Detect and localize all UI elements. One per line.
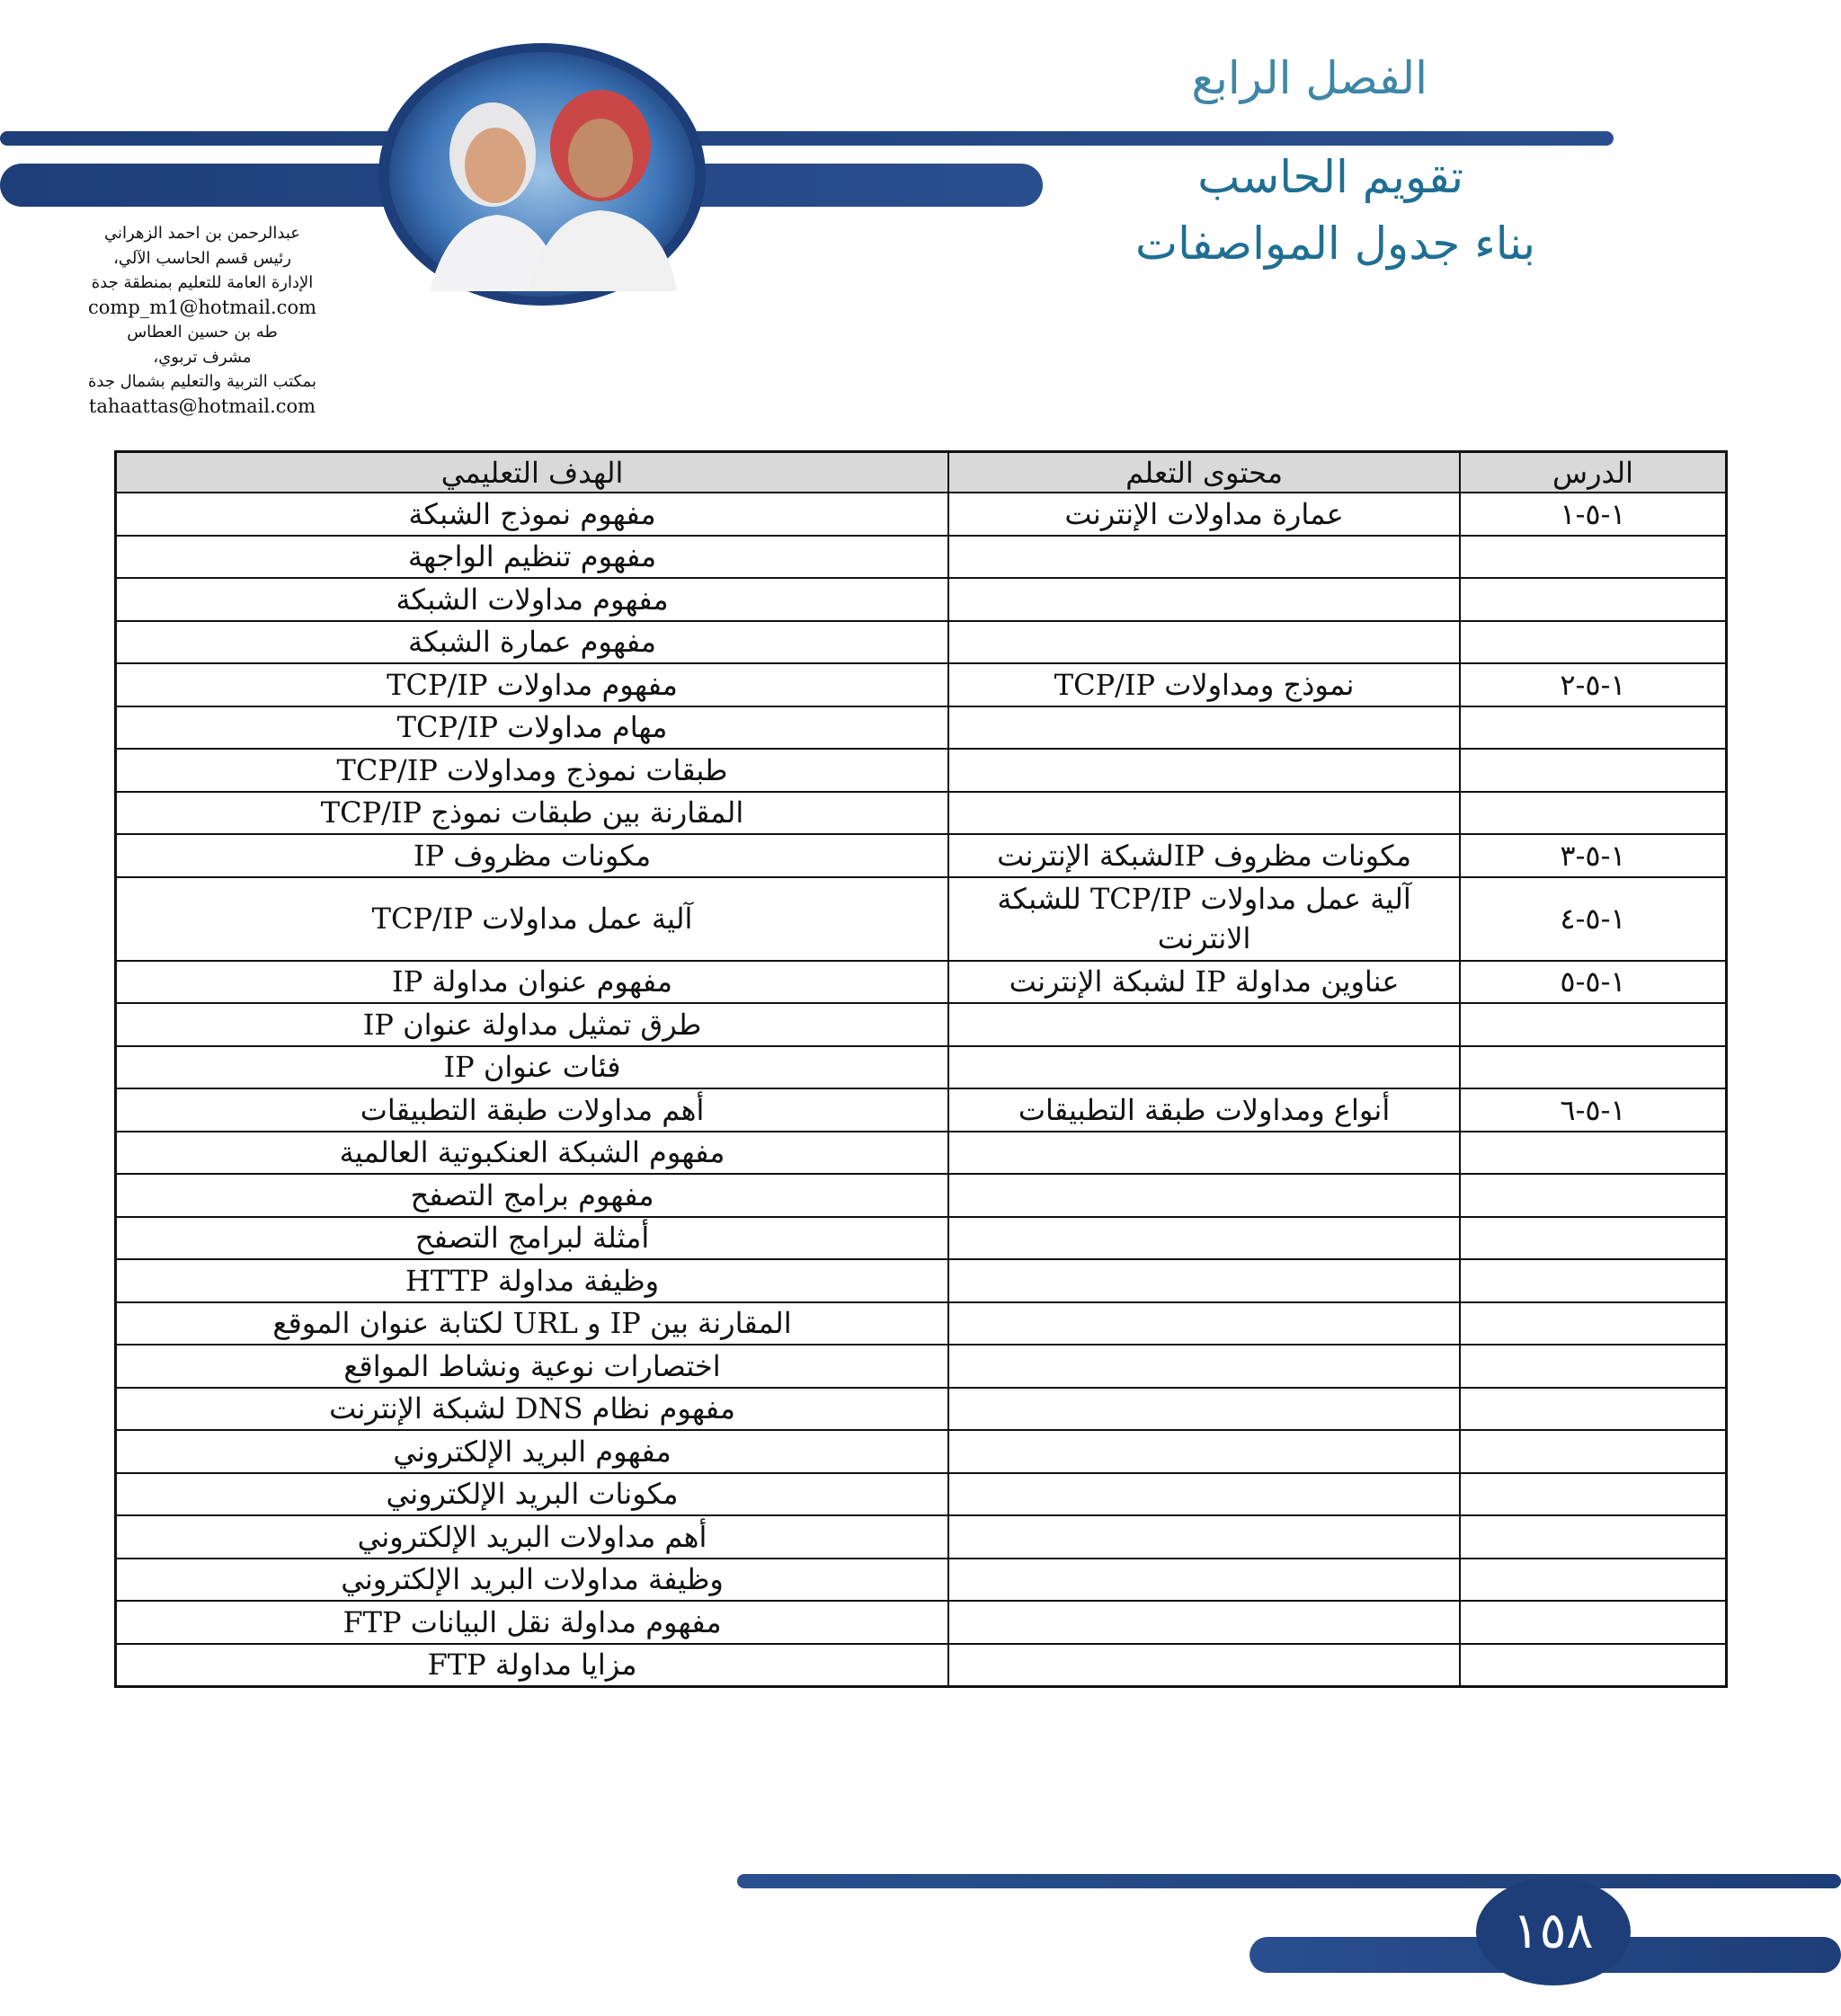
lesson-cell: ١-٥-٢	[1460, 663, 1726, 706]
goal-cell: أمثلة لبرامج التصفح	[116, 1217, 949, 1260]
table-row	[116, 1515, 1727, 1559]
author1-email: comp_m1@hotmail.com	[88, 296, 316, 318]
goal-cell: مفهوم برامج التصفح	[116, 1174, 949, 1217]
goal-cell: مفهوم الشبكة العنكبوتية العالمية	[116, 1132, 949, 1175]
table-row	[116, 1003, 1727, 1046]
lesson-cell	[1460, 621, 1726, 664]
table-row	[116, 834, 1727, 877]
goal-cell: طبقات نموذج ومداولات TCP/IP	[116, 749, 949, 792]
authors-block	[63, 221, 342, 419]
table-row	[116, 1046, 1727, 1089]
goal-cell: وظيفة مداولة HTTP	[116, 1259, 949, 1302]
author1-role: رئيس قسم الحاسب الآلي،	[113, 248, 291, 268]
table-row	[116, 877, 1727, 961]
goal-cell: مفهوم مداولات الشبكة	[116, 578, 949, 621]
content-cell	[948, 1388, 1460, 1431]
content-cell: عمارة مداولات الإنترنت	[948, 493, 1460, 536]
header-lesson: الدرس	[1460, 452, 1726, 493]
lesson-cell	[1460, 1003, 1726, 1046]
content-cell	[948, 1046, 1460, 1089]
content-cell	[948, 1559, 1460, 1602]
author2-email: tahaattas@hotmail.com	[88, 395, 316, 417]
content-cell	[948, 1430, 1460, 1473]
table-header-row	[116, 452, 1727, 493]
lesson-cell	[1460, 578, 1726, 621]
goal-cell: مهام مداولات TCP/IP	[116, 706, 949, 750]
lesson-cell	[1460, 1430, 1726, 1473]
table-row	[116, 578, 1727, 621]
content-cell	[948, 621, 1460, 664]
goal-cell: المقارنة بين طبقات نموذج TCP/IP	[116, 792, 949, 835]
content-cell	[948, 1473, 1460, 1516]
table-row	[116, 1174, 1727, 1217]
content-cell: مكونات مظروف IPلشبكة الإنترنت	[948, 834, 1460, 877]
lesson-cell	[1460, 1473, 1726, 1516]
table-row	[116, 1473, 1727, 1516]
lesson-cell	[1460, 792, 1726, 835]
content-cell: آلية عمل مداولات TCP/IP للشبكة الانترنت	[948, 877, 1460, 961]
lesson-cell	[1460, 1345, 1726, 1388]
header-goal: الهدف التعليمي	[116, 452, 949, 493]
content-cell	[948, 1174, 1460, 1217]
goal-cell: مفهوم نظام DNS لشبكة الإنترنت	[116, 1388, 949, 1431]
goal-cell: مزايا مداولة FTP	[116, 1644, 949, 1687]
table-row	[116, 536, 1727, 579]
table-row	[116, 1559, 1727, 1602]
author2-name: طه بن حسين العطاس	[127, 323, 278, 342]
content-cell	[948, 578, 1460, 621]
author2-org: بمكتب التربية والتعليم بشمال جدة	[88, 372, 316, 391]
content-cell	[948, 1345, 1460, 1388]
goal-cell: مفهوم عنوان مداولة IP	[116, 961, 949, 1004]
table-row	[116, 1302, 1727, 1345]
goal-cell: أهم مداولات طبقة التطبيقات	[116, 1088, 949, 1132]
footer-band-top	[737, 1874, 1841, 1888]
lesson-cell	[1460, 1559, 1726, 1602]
authors-photo	[376, 40, 708, 309]
author1-org: الإدارة العامة للتعليم بمنطقة جدة	[91, 273, 314, 292]
author2-role: مشرف تربوي،	[153, 347, 252, 367]
goal-cell: وظيفة مداولات البريد الإلكتروني	[116, 1559, 949, 1602]
table-row	[116, 792, 1727, 835]
content-cell	[948, 1003, 1460, 1046]
lesson-cell	[1460, 1132, 1726, 1175]
lesson-cell: ١-٥-٦	[1460, 1088, 1726, 1132]
content-cell	[948, 1644, 1460, 1687]
table-row	[116, 961, 1727, 1004]
lesson-cell	[1460, 1644, 1726, 1687]
lesson-cell	[1460, 749, 1726, 792]
page-number: ١٥٨	[1512, 1902, 1594, 1960]
table-row	[116, 1132, 1727, 1175]
lesson-cell	[1460, 1174, 1726, 1217]
lesson-cell	[1460, 1601, 1726, 1644]
lesson-cell	[1460, 1217, 1726, 1260]
content-cell	[948, 1601, 1460, 1644]
content-cell	[948, 749, 1460, 792]
goal-cell: مفهوم تنظيم الواجهة	[116, 536, 949, 579]
goal-cell: طرق تمثيل مداولة عنوان IP	[116, 1003, 949, 1046]
goal-cell: مفهوم البريد الإلكتروني	[116, 1430, 949, 1473]
table-row	[116, 749, 1727, 792]
content-cell	[948, 1259, 1460, 1302]
goal-cell: مفهوم مداولة نقل البيانات FTP	[116, 1601, 949, 1644]
content-cell	[948, 536, 1460, 579]
lesson-cell	[1460, 1302, 1726, 1345]
goal-cell: فئات عنوان IP	[116, 1046, 949, 1089]
content-cell	[948, 1302, 1460, 1345]
lesson-cell: ١-٥-٣	[1460, 834, 1726, 877]
table-row	[116, 706, 1727, 750]
content-cell	[948, 706, 1460, 750]
author1-name: عبدالرحمن بن احمد الزهراني	[104, 224, 300, 243]
goal-cell: المقارنة بين IP و URL لكتابة عنوان الموقع	[116, 1302, 949, 1345]
chapter-title: الفصل الرابع	[1191, 52, 1427, 104]
table-row	[116, 663, 1727, 706]
table-row	[116, 1388, 1727, 1431]
table-row	[116, 1601, 1727, 1644]
content-cell	[948, 792, 1460, 835]
content-cell: نموذج ومداولات TCP/IP	[948, 663, 1460, 706]
goal-cell: اختصارات نوعية ونشاط المواقع	[116, 1345, 949, 1388]
content-cell	[948, 1515, 1460, 1559]
lesson-cell: ١-٥-٥	[1460, 961, 1726, 1004]
table-row	[116, 1644, 1727, 1687]
table-row	[116, 1217, 1727, 1260]
content-cell: عناوين مداولة IP لشبكة الإنترنت	[948, 961, 1460, 1004]
lesson-cell	[1460, 1388, 1726, 1431]
page-subtitle: بناء جدول المواصفات	[1135, 218, 1535, 270]
header-band-top	[0, 131, 1614, 146]
lesson-cell: ١-٥-١	[1460, 493, 1726, 536]
goal-cell: آلية عمل مداولات TCP/IP	[116, 877, 949, 961]
header-content: محتوى التعلم	[948, 452, 1460, 493]
lesson-cell	[1460, 1046, 1726, 1089]
specification-table	[114, 450, 1728, 1688]
table-row	[116, 1345, 1727, 1388]
table-row	[116, 1088, 1727, 1132]
table-row	[116, 493, 1727, 536]
content-cell	[948, 1132, 1460, 1175]
lesson-cell: ١-٥-٤	[1460, 877, 1726, 961]
table-row	[116, 621, 1727, 664]
lesson-cell	[1460, 1259, 1726, 1302]
content-cell	[948, 1217, 1460, 1260]
goal-cell: مكونات البريد الإلكتروني	[116, 1473, 949, 1516]
goal-cell: مفهوم عمارة الشبكة	[116, 621, 949, 664]
lesson-cell	[1460, 536, 1726, 579]
lesson-cell	[1460, 1515, 1726, 1559]
content-cell: أنواع ومداولات طبقة التطبيقات	[948, 1088, 1460, 1132]
table-body	[116, 493, 1727, 1687]
subject-title: تقويم الحاسب	[1197, 151, 1463, 203]
goal-cell: مكونات مظروف IP	[116, 834, 949, 877]
goal-cell: أهم مداولات البريد الإلكتروني	[116, 1515, 949, 1559]
goal-cell: مفهوم نموذج الشبكة	[116, 493, 949, 536]
goal-cell: مفهوم مداولات TCP/IP	[116, 663, 949, 706]
lesson-cell	[1460, 706, 1726, 750]
table-row	[116, 1430, 1727, 1473]
table-row	[116, 1259, 1727, 1302]
